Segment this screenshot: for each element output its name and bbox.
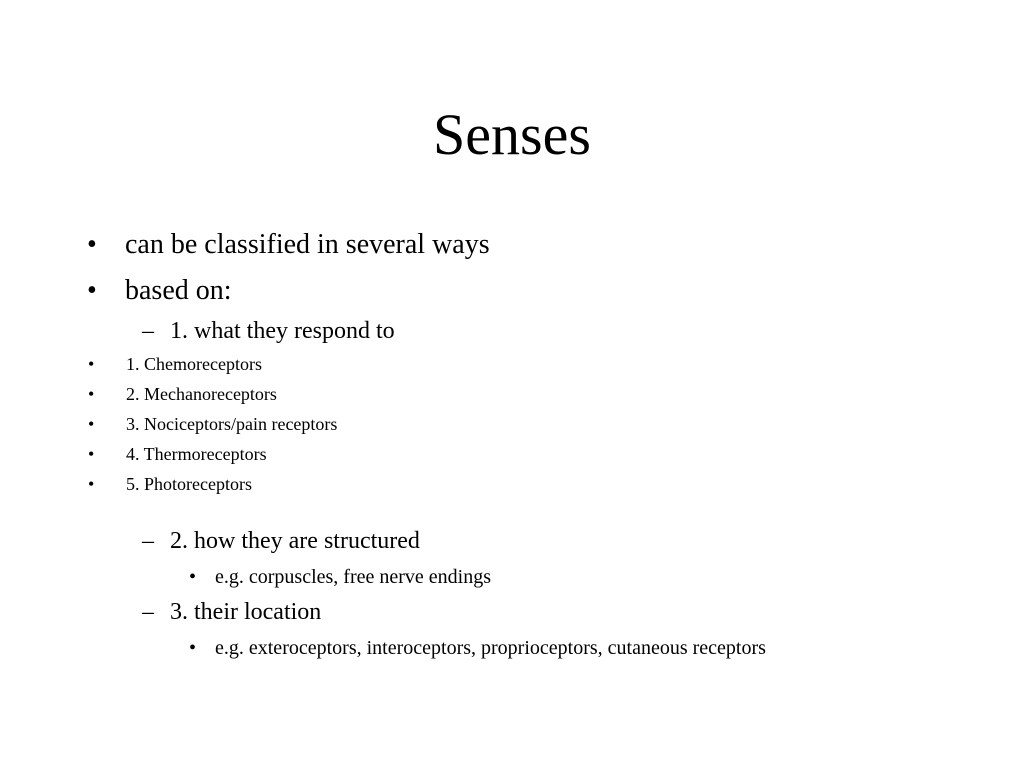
receptor-item [88, 413, 338, 435]
receptor-text: 2. Mechanoreceptors [126, 384, 277, 404]
bullet-icon: • [88, 384, 95, 404]
bullet-icon: • [87, 275, 97, 306]
sub-item-text: 2. how they are structured [170, 528, 420, 554]
bullet-icon: • [189, 637, 197, 659]
receptor-text: 5. Photoreceptors [126, 474, 252, 494]
example-item [189, 635, 766, 661]
receptor-item [88, 353, 262, 375]
receptor-item [88, 473, 252, 495]
bullet-icon: • [189, 566, 197, 588]
dash-icon: – [142, 599, 154, 625]
sub-item-text: 3. their location [170, 599, 322, 625]
bullet-icon: • [88, 354, 95, 374]
receptor-text: 1. Chemoreceptors [126, 354, 262, 374]
bullet-icon: • [88, 444, 95, 464]
example-text: e.g. corpuscles, free nerve endings [215, 566, 491, 588]
bullet-icon: • [88, 474, 95, 494]
receptor-text: 3. Nociceptors/pain receptors [126, 414, 338, 434]
dash-icon: – [142, 318, 154, 344]
sub-item [142, 597, 322, 627]
sub-item-text: 1. what they respond to [170, 318, 395, 344]
bullet-text: can be classified in several ways [125, 229, 490, 260]
receptor-text: 4. Thermoreceptors [126, 444, 267, 464]
bullet-item [87, 274, 232, 308]
bullet-icon: • [88, 414, 95, 434]
dash-icon: – [142, 528, 154, 554]
example-item [189, 564, 491, 590]
bullet-item [87, 228, 490, 262]
sub-item [142, 526, 420, 556]
example-text: e.g. exteroceptors, interoceptors, proprioceptors, cutaneous receptors [215, 637, 766, 659]
bullet-text: based on: [125, 275, 232, 306]
receptor-item [88, 383, 277, 405]
receptor-item [88, 443, 267, 465]
sub-item [142, 316, 395, 346]
bullet-icon: • [87, 229, 97, 260]
slide-title: Senses [433, 102, 591, 167]
